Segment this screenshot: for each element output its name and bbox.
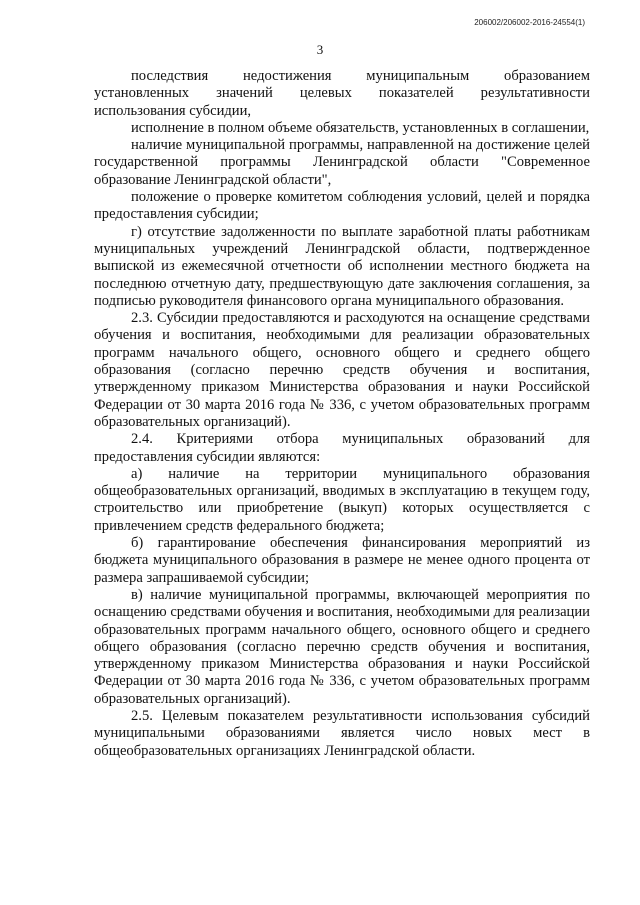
paragraph-2-5: 2.5. Целевым показателем результативности использования субсидий муниципальными образованиями является число новых мест в общеобразовательных организациях Ленинградской области.	[94, 707, 590, 759]
paragraph-item-a: а) наличие на территории муниципального образования общеобразовательных организаций, вводимых в эксплуатацию в текущем году, строительство или приобретение (выкуп) которых осуществляется с привлечением средств федерального бюджета;	[94, 465, 590, 534]
paragraph-item-g: г) отсутствие задолженности по выплате заработной платы работникам муниципальных учреждений Ленинградской области, подтвержденное выпиской из ежемесячной отчетности об исполнении местного бюджета на последнюю отчетную дату, предшествующую дате заключения соглашения, за подписью руководителя финансового органа муниципального образования.	[94, 223, 590, 309]
paragraph-2-3: 2.3. Субсидии предоставляются и расходуются на оснащение средствами обучения и воспитания, необходимыми для реализации образовательных программ начального общего, основного общего и среднего общего образования (согласно перечню средств обучения и воспитания, утвержденному приказом Министерства образования и науки Российской Федерации от 30 марта 2016 года № 336, с учетом образовательных программ образовательных организаций).	[94, 310, 590, 430]
paragraph-municipal-program: наличие муниципальной программы, направленной на достижение целей государственной программы Ленинградской области "Современное образование Ленинградской области",	[94, 137, 590, 188]
paragraph-item-b: б) гарантирование обеспечения финансирования мероприятий из бюджета муниципального образования в размере не менее одного процента от размера запрашиваемой субсидии;	[94, 535, 590, 586]
document-body	[94, 68, 590, 760]
document-id: 206002/206002-2016-24554(1)	[474, 18, 585, 27]
page-number: 3	[316, 42, 324, 57]
paragraph-obligations: исполнение в полном объеме обязательств, установленных в соглашении,	[131, 119, 590, 136]
paragraph-2-4: 2.4. Критериями отбора муниципальных образований для предоставления субсидии являются:	[94, 431, 590, 465]
paragraph-verification: положение о проверке комитетом соблюдения условий, целей и порядка предоставления субсидии;	[94, 189, 590, 223]
paragraph-item-v: в) наличие муниципальной программы, включающей мероприятия по оснащению средствами обучения и воспитания, необходимыми для реализации образовательных программ начального общего, основного общего и среднего общего образования (согласно перечню средств обучения и воспитания, утвержденному приказом Министерства образования и науки Российской Федерации от 30 марта 2016 года № 336, с учетом образовательных программ образовательных организаций).	[94, 586, 590, 707]
paragraph-consequences: последствия недостижения муниципальным образованием установленных значений целевых показателей результативности использования субсидии,	[94, 68, 590, 119]
